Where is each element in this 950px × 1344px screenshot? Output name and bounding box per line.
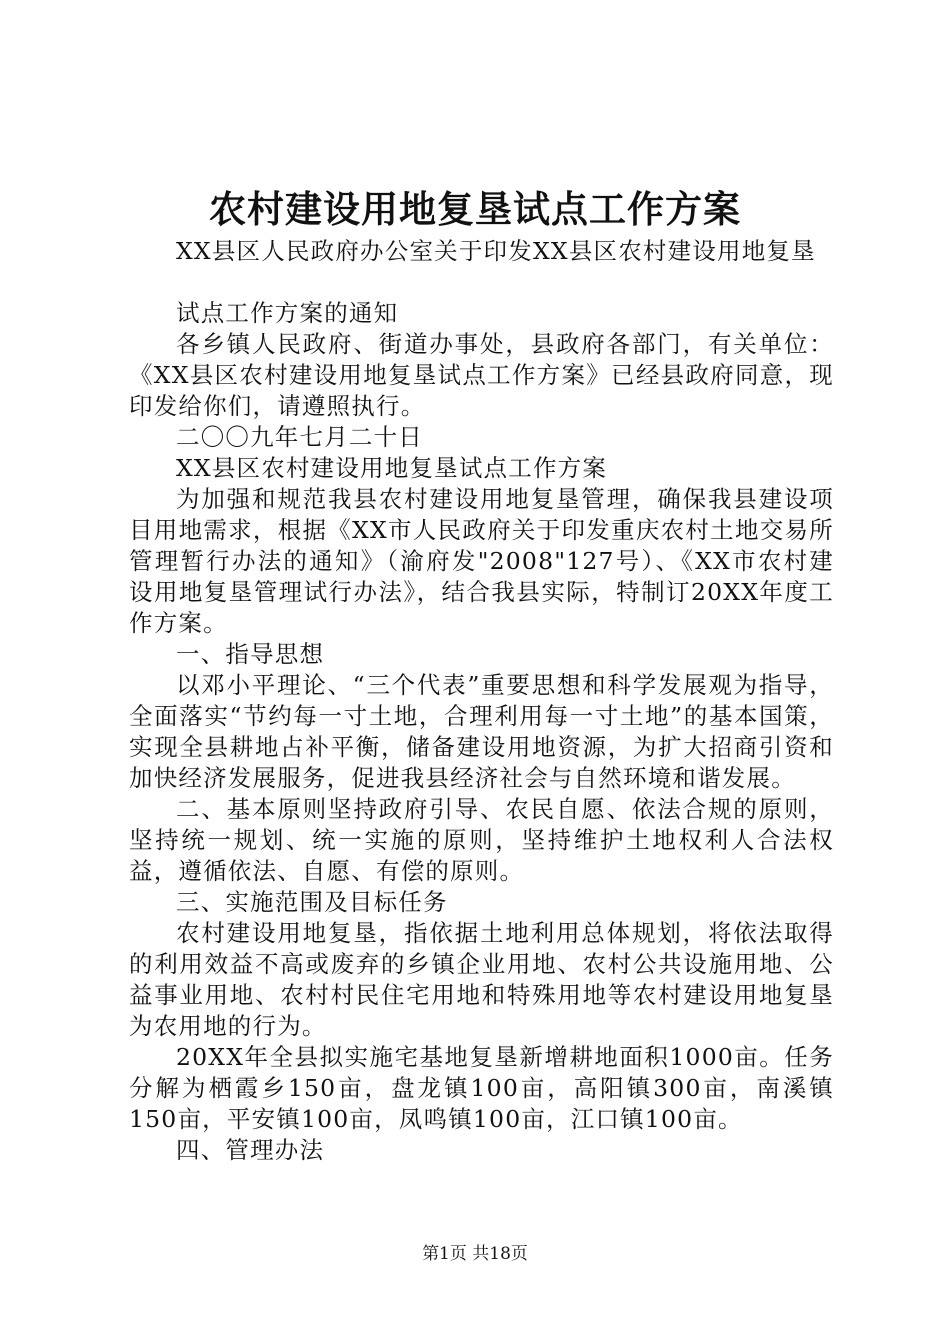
intro-paragraph: 为加强和规范我县农村建设用地复垦管理，确保我县建设项目用地需求，根据《XX市人民政府关于印发重庆农村土地交易所管理暂行办法的通知》（渝府发"2008"127号）、《XX市农村建设用地复垦管理试行办法》，结合我县实际，特制订20XX年度工作方案。 [129,485,834,637]
page-footer: 第1页 共18页 [422,1244,528,1264]
basic-principles-paragraph: 二、基本原则坚持政府引导、农民自愿、依法合规的原则，坚持统一规划、统一实施的原则，坚持维护土地权利人合法权益，遵循依法、自愿、有偿的原则。 [129,795,834,885]
section-heading-scope: 三、实施范围及目标任务 [176,888,448,916]
notice-date: 二〇〇九年七月二十日 [176,423,423,451]
scope-definition-paragraph: 农村建设用地复垦，指依据土地利用总体规划，将依法取得的利用效益不高或废弃的乡镇企业用地、农村公共设施用地、公益事业用地、农村村民住宅用地和特殊用地等农村建设用地复垦为农用地的行为。 [129,919,834,1040]
notice-heading-line-1: XX县区人民政府办公室关于印发XX县区农村建设用地复垦 [176,237,816,265]
plan-subtitle: XX县区农村建设用地复垦试点工作方案 [176,454,608,482]
notice-body-paragraph: 各乡镇人民政府、街道办事处，县政府各部门，有关单位：《XX县区农村建设用地复垦试点工作方案》已经县政府同意，现印发给你们，请遵照执行。 [129,330,834,420]
notice-heading-line-2: 试点工作方案的通知 [176,299,399,327]
section-heading-management: 四、管理办法 [176,1136,325,1164]
guiding-ideas-paragraph: 以邓小平理论、“三个代表”重要思想和科学发展观为指导，全面落实“节约每一寸土地，合理利用每一寸土地”的基本国策，实现全县耕地占补平衡，储备建设用地资源，为扩大招商引资和加快经济发展服务，促进我县经济社会与自然环境和谐发展。 [129,671,834,792]
document-title: 农村建设用地复垦试点工作方案 [209,187,741,231]
section-heading-guiding-ideas: 一、指导思想 [176,640,325,668]
targets-paragraph: 20XX年全县拟实施宅基地复垦新增耕地面积1000亩。任务分解为栖霞乡150亩，盘龙镇100亩，高阳镇300亩，南溪镇150亩，平安镇100亩，凤鸣镇100亩，江口镇100亩。 [129,1043,834,1133]
document-body [129,236,834,1166]
